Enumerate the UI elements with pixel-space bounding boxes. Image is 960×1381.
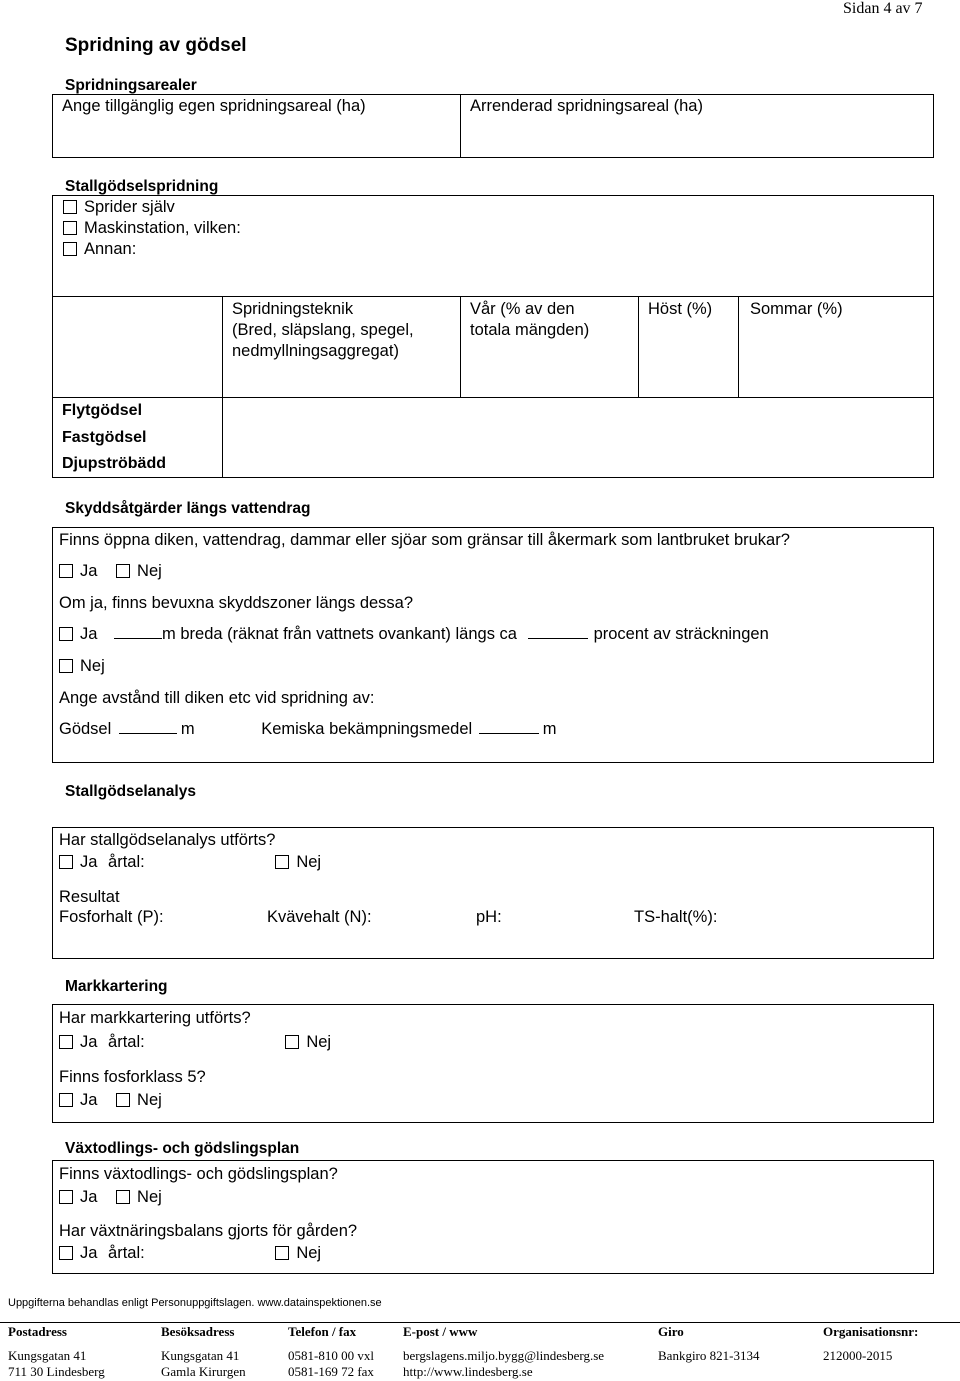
row-liquid-manure: Flytgödsel bbox=[62, 402, 143, 419]
checkbox-no[interactable] bbox=[116, 1093, 130, 1107]
analysis-answer: Ja årtal: Nej bbox=[59, 852, 321, 872]
protection-answer-1: Ja Nej bbox=[59, 561, 162, 581]
ph-label: pH: bbox=[476, 908, 502, 926]
checkbox-no[interactable] bbox=[275, 855, 289, 869]
analysis-question: Har stallgödselanalys utförts? bbox=[59, 831, 276, 849]
checkbox-no[interactable] bbox=[116, 1190, 130, 1204]
footer-header-phone: Telefon / fax bbox=[288, 1324, 357, 1339]
footer-visit-building: Gamla Kirurgen bbox=[161, 1364, 246, 1379]
analysis-result-label: Resultat bbox=[59, 888, 120, 906]
table-divider bbox=[52, 397, 934, 398]
distance-question: Ange avstånd till diken etc vid spridning av: bbox=[59, 689, 375, 707]
manure-distance-field[interactable] bbox=[119, 719, 177, 734]
chemical-distance-field[interactable] bbox=[479, 719, 539, 734]
own-area-label: Ange tillgänglig egen spridningsareal (ha) bbox=[62, 97, 366, 115]
section-heading-analysis: Stallgödselanalys bbox=[65, 783, 196, 800]
footer-orgnr: 212000-2015 bbox=[823, 1348, 893, 1363]
section-heading-mapping: Markkartering bbox=[65, 978, 168, 995]
checkbox-no[interactable] bbox=[116, 564, 130, 578]
row-solid-manure: Fastgödsel bbox=[62, 429, 147, 446]
footer-phone: 0581-810 00 vxl bbox=[288, 1348, 374, 1363]
checkbox[interactable] bbox=[63, 242, 77, 256]
checkbox-yes[interactable] bbox=[59, 855, 73, 869]
phosphorus-class-answer: Ja Nej bbox=[59, 1090, 162, 1110]
width-field[interactable] bbox=[114, 624, 162, 639]
checkbox-no[interactable] bbox=[275, 1246, 289, 1260]
protection-zone-row: Ja m breda (räknat från vattnets ovankant) längs ca procent av sträckningen bbox=[59, 624, 769, 644]
balance-answer: Ja årtal: Nej bbox=[59, 1243, 321, 1263]
footer-header-email: E-post / www bbox=[403, 1324, 478, 1339]
protection-zone-no: Nej bbox=[59, 656, 105, 676]
footer-postal-street: Kungsgatan 41 bbox=[8, 1348, 87, 1363]
table-col-divider bbox=[738, 296, 739, 398]
section-heading-plan: Växtodlings- och gödslingsplan bbox=[65, 1140, 300, 1157]
checkbox-yes[interactable] bbox=[59, 1093, 73, 1107]
footer-divider bbox=[0, 1322, 960, 1323]
footer-header-orgnr: Organisationsnr: bbox=[823, 1324, 919, 1339]
protection-question-1: Finns öppna diken, vattendrag, dammar eller sjöar som gränsar till åkermark som lantbruket brukar? bbox=[59, 531, 790, 549]
footer-header-giro: Giro bbox=[658, 1324, 684, 1339]
col-spring-line1: Vår (% av den bbox=[470, 300, 575, 318]
page-number: Sidan 4 av 7 bbox=[843, 0, 923, 17]
mapping-question: Har markkartering utförts? bbox=[59, 1009, 251, 1027]
col-summer: Sommar (%) bbox=[750, 300, 843, 318]
section-heading-spreading-areas: Spridningsarealer bbox=[65, 77, 197, 94]
phosphorus-class-question: Finns fosforklass 5? bbox=[59, 1068, 206, 1086]
checkbox-yes[interactable] bbox=[59, 627, 73, 641]
option-self-spreading[interactable]: Sprider själv bbox=[63, 197, 175, 217]
checkbox-no[interactable] bbox=[59, 659, 73, 673]
leased-area-label: Arrenderad spridningsareal (ha) bbox=[470, 97, 703, 115]
percent-field[interactable] bbox=[528, 624, 588, 639]
balance-question: Har växtnäringsbalans gjorts för gården? bbox=[59, 1222, 358, 1240]
phosphorus-label: Fosforhalt (P): bbox=[59, 908, 164, 926]
footer-header-postal: Postadress bbox=[8, 1324, 67, 1339]
checkbox-no[interactable] bbox=[285, 1035, 299, 1049]
checkbox-yes[interactable] bbox=[59, 1246, 73, 1260]
checkbox-yes[interactable] bbox=[59, 1035, 73, 1049]
page-title: Spridning av gödsel bbox=[65, 35, 247, 56]
checkbox-yes[interactable] bbox=[59, 564, 73, 578]
footer-header-visit: Besöksadress bbox=[161, 1324, 235, 1339]
section-heading-manure-spreading: Stallgödselspridning bbox=[65, 178, 219, 195]
section-heading-protection: Skyddsåtgärder längs vattendrag bbox=[65, 500, 311, 517]
col-technique-line2: (Bred, släpslang, spegel, bbox=[232, 321, 414, 339]
table-col-divider bbox=[222, 296, 223, 478]
option-other[interactable]: Annan: bbox=[63, 239, 136, 259]
footer-visit-street: Kungsgatan 41 bbox=[161, 1348, 240, 1363]
col-spring-line2: totala mängden) bbox=[470, 321, 590, 339]
row-deep-litter: Djupströbädd bbox=[62, 455, 166, 472]
footer-fax: 0581-169 72 fax bbox=[288, 1364, 374, 1379]
table-col-divider bbox=[460, 296, 461, 398]
manure-spreading-box bbox=[52, 195, 934, 297]
privacy-notice: Uppgifterna behandlas enligt Personuppgiftslagen. www.datainspektionen.se bbox=[8, 1297, 382, 1309]
ts-label: TS-halt(%): bbox=[634, 908, 718, 926]
option-contractor[interactable]: Maskinstation, vilken: bbox=[63, 218, 241, 238]
protection-question-2: Om ja, finns bevuxna skyddszoner längs dessa? bbox=[59, 594, 414, 612]
footer-giro: Bankgiro 821-3134 bbox=[658, 1348, 760, 1363]
col-technique-line1: Spridningsteknik bbox=[232, 300, 354, 318]
checkbox-yes[interactable] bbox=[59, 1190, 73, 1204]
plan-question: Finns växtodlings- och gödslingsplan? bbox=[59, 1165, 338, 1183]
divider bbox=[460, 94, 461, 158]
table-col-divider bbox=[638, 296, 639, 398]
mapping-answer: Ja årtal: Nej bbox=[59, 1032, 331, 1052]
checkbox[interactable] bbox=[63, 200, 77, 214]
distance-row: Gödsel m Kemiska bekämpningsmedel m bbox=[59, 720, 557, 738]
footer-postal-city: 711 30 Lindesberg bbox=[8, 1364, 105, 1379]
col-autumn: Höst (%) bbox=[648, 300, 713, 318]
footer-website-link[interactable]: http://www.lindesberg.se bbox=[403, 1364, 533, 1379]
nitrogen-label: Kvävehalt (N): bbox=[267, 908, 372, 926]
plan-answer: Ja Nej bbox=[59, 1187, 162, 1207]
checkbox[interactable] bbox=[63, 221, 77, 235]
footer-email-link[interactable]: bergslagens.miljo.bygg@lindesberg.se bbox=[403, 1348, 605, 1363]
col-technique-line3: nedmyllningsaggregat) bbox=[232, 342, 399, 360]
